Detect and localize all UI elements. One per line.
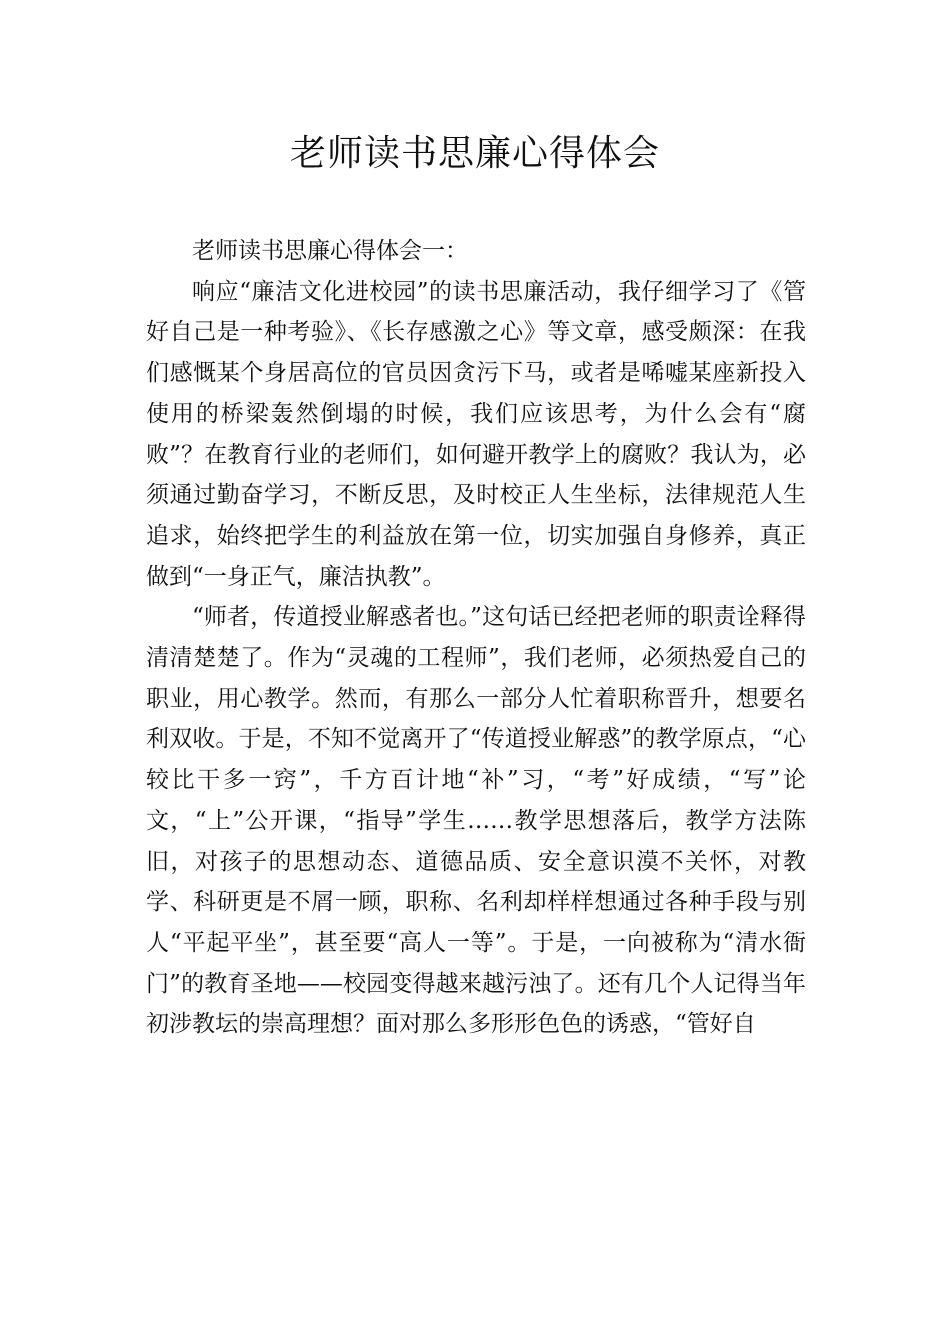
paragraph: 响应“廉洁文化进校园”的读书思廉活动，我仔细学习了《管好自己是一种考验》、《长存感激之心》等文章，感受颇深：在我们感慨某个身居高位的官员因贪污下马，或者是唏嘘某座新投入使用的桥梁轰然倒塌的时候，我们应该思考，为什么会有“腐败”？在教育行业的老师们，如何避开教学上的腐败？我认为，必须通过勤奋学习，不断反思，及时校正人生坐标，法律规范人生追求，始终把学生的利益放在第一位，切实加强自身修养，真正做到“一身正气，廉洁执教”。 <box>146 278 806 590</box>
paragraph-subheading: 老师读书思廉心得体会一： <box>192 238 468 264</box>
document-title: 老师读书思廉心得体会 <box>289 133 660 174</box>
paragraph: “师者，传道授业解惑者也。”这句话已经把老师的职责诠释得清清楚楚了。作为“灵魂的工程师”，我们老师，必须热爱自己的职业，用心教学。然而，有那么一部分人忙着职称晋升，想要名利双收。于是，不知不觉离开了“传道授业解惑”的教学原点，“心较比干多一窍”，千方百计地“补”习，“考”好成绩，“写”论文，“上”公开课，“指导”学生……教学思想落后，教学方法陈旧，对孩子的思想动态、道德品质、安全意识漠不关怀，对教学、科研更是不屑一顾，职称、名利却样样想通过各种手段与别人“平起平坐”，甚至要“高人一等”。于是，一向被称为“清水衙门”的教育圣地——校园变得越来越污浊了。还有几个人记得当年初涉教坛的崇高理想？面对那么多形形色色的诱惑，“管好自 <box>146 604 806 1038</box>
document-body <box>146 231 806 1045</box>
